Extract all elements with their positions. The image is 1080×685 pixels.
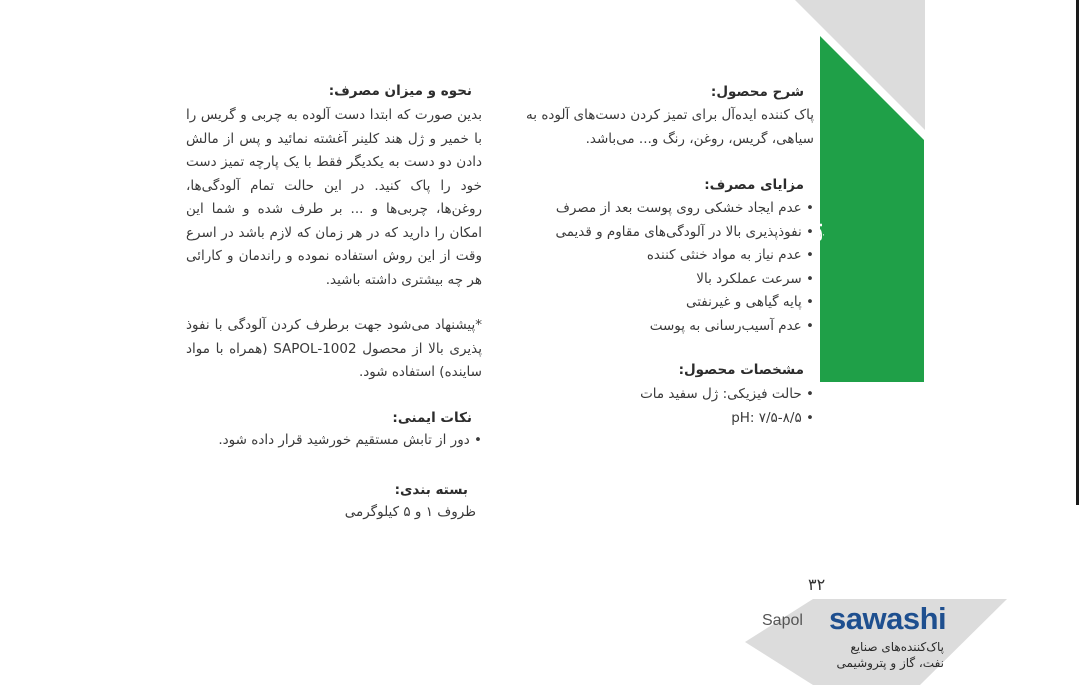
list-item: • حالت فیزیکی: ژل سفید مات bbox=[520, 383, 814, 407]
usage-suggestion: *پیشنهاد می‌شود جهت برطرف کردن آلودگی با نفوذ پذیری بالا از محصول SAPOL-1002 (همراه با مواد ساینده) استفاده شود. bbox=[186, 317, 482, 380]
product-description-text: پاک کننده ایده‌آل برای تمیز کردن دست‌های آلوده به سیاهی، گریس، روغن، رنگ و... می‌باشد. bbox=[526, 107, 814, 147]
usage-text: بدین صورت که ابتدا دست آلوده به چربی و گریس را با خمیر و ژل هند کلینر آغشته نمائید و پس از مالش دادن دو دست به یکدیگر فقط با یک پارچه تمیز دست خود را پاک کنید. در این حالت تمام آلودگی‌ها، روغن‌ها، چربی‌ها و ... بر طرف شده و شما این امکان را دارید که در هر زمان که لازم باشد در اسرع وقت از این روش استفاده نموده و راندمان و کارائی هر چه بیشتری داشته باشید. bbox=[186, 107, 482, 288]
advantages-list bbox=[520, 197, 814, 338]
page-number: ۳۲ bbox=[808, 575, 826, 594]
specs-list bbox=[520, 383, 814, 430]
brand-tagline-2: نفت، گاز و پتروشیمی bbox=[836, 656, 944, 670]
brand-logo: sawashi bbox=[829, 601, 947, 636]
list-item: • دور از تابش مستقیم خورشید قرار داده شود. bbox=[186, 429, 482, 453]
list-item: • عدم نیاز به مواد خنثی کننده bbox=[520, 244, 814, 268]
section-label: Sapol bbox=[762, 612, 803, 629]
sidebar-title: کرم پاک کننده دوده، سیاهی و گریس از دست بدون نیاز به آب bbox=[747, 162, 826, 302]
product-description-heading: شرح محصول: bbox=[710, 84, 804, 100]
specs-heading: مشخصات محصول: bbox=[678, 362, 804, 378]
usage-heading: نحوه و میزان مصرف: bbox=[328, 83, 472, 99]
brand-tagline-1: پاک‌کننده‌های صنایع bbox=[850, 640, 944, 654]
safety-heading: نکات ایمنی: bbox=[392, 410, 472, 426]
list-item: • pH: ۷/۵-۸/۵ bbox=[520, 407, 814, 431]
advantages-heading: مزایای مصرف: bbox=[704, 177, 804, 193]
list-item: • عدم ایجاد خشکی روی پوست بعد از مصرف bbox=[520, 197, 814, 221]
list-item: • عدم آسیب‌رسانی به پوست bbox=[520, 315, 814, 339]
safety-list bbox=[186, 429, 482, 453]
packaging-heading: بسته بندی: bbox=[394, 482, 468, 498]
packaging-text: ظروف ۱ و ۵ کیلوگرمی bbox=[344, 504, 476, 520]
right-edge-line bbox=[1076, 0, 1079, 505]
list-item: • نفوذپذیری بالا در آلودگی‌های مقاوم و قدیمی bbox=[520, 221, 814, 245]
list-item: • سرعت عملکرد بالا bbox=[520, 268, 814, 292]
list-item: • پایه گیاهی و غیرنفتی bbox=[520, 291, 814, 315]
